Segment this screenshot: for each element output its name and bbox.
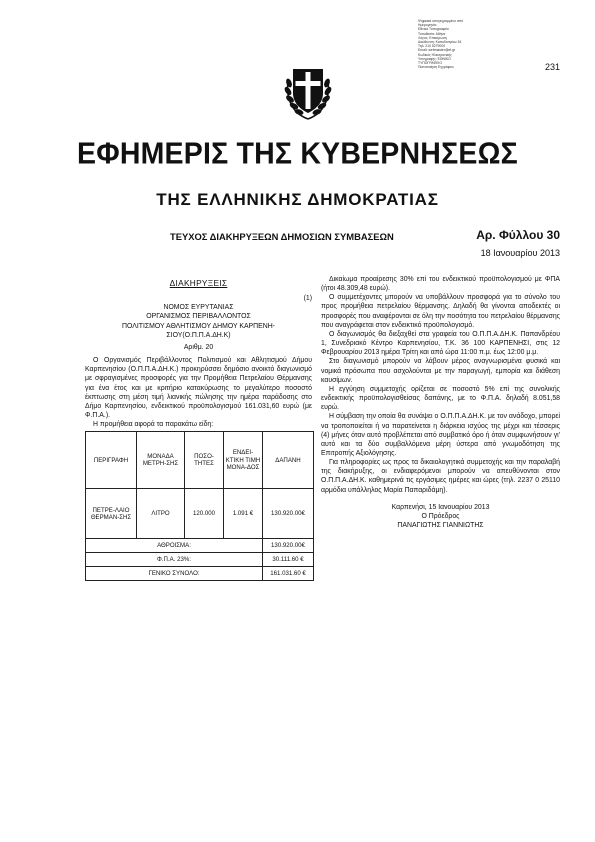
signature-place-date: Καρπενήσι, 15 Ιανουαρίου 2013 — [391, 503, 490, 511]
total-label: Φ.Π.Α. 23%: — [86, 553, 263, 567]
paragraph: Η προμήθεια αφορά τα παρακάτω είδη: — [93, 421, 214, 429]
stamp-line: Ψηφιακά υπογεγραμμένο από — [418, 19, 464, 23]
paragraph: Η εγγύηση συμμετοχής ορίζεται σε ποσοστό 5% επί της συνολικής ενδεικτικής προϋπολογισθείσας δαπάνης, με το Φ.Π.Α. δηλαδή 8.051,58 ευρώ. — [321, 385, 560, 412]
paragraph: Στο διαγωνισμό μπορούν να λάβουν μέρος αναγνωρισμένα φυσικά και νομικά πρόσωπα που ασχολούνται με την παραγωγή, εμπορία και διάθεση καυσίμων. — [321, 358, 560, 384]
stamp-line: Υπογραφής: ΕΘΝΙΚΟ — [418, 56, 451, 61]
gazette-title: ΕΦΗΜΕΡΙΣ ΤΗΣ ΚΥΒΕΡΝΗΣΕΩΣ — [77, 136, 518, 172]
item-number: (1) — [303, 295, 312, 303]
paragraph: Ο Οργανισμός Περιβάλλοντος Πολιτισμού και Αθλητισμού Δήμου Καρπενησίου (Ο.Π.Π.Α.ΔΗ.Κ.) προκηρύσσει δημόσιο ανοικτό διαγωνισμό με σφραγισμένες προσφορές για την Προμήθεια Πετρελαίου Θέρμανσης για ένα έτος και με κριτήριο κατακύρωσης το μεγαλύτερο ποσοστό έκπτωσης στη μέση τιμή λιανικής πώλησης την ημέρα παράδοσης στο Δήμο Καρπενησίου, ενδεικτικού προϋπολογισμού 161.031,60 ευρώ (με Φ.Π.Α.). — [85, 357, 312, 420]
total-row — [86, 553, 314, 567]
stamp-line: Διεύθυνση: Καποδιστρίου 34 — [418, 40, 462, 45]
page-number: 231 — [544, 62, 560, 72]
total-value: 130.920.00€ — [263, 539, 314, 553]
stamp-line: ΤΥΠΟΓΡΑΦΕΙΟ — [418, 61, 443, 66]
table-cell: 120.000 — [185, 489, 224, 539]
table-cell: 1.091 € — [224, 489, 263, 539]
total-label: ΑΘΡΟΙΣΜΑ: — [86, 539, 263, 553]
table-header-cell: ΠΟΣΟ-ΤΗΤΕΣ — [185, 432, 224, 489]
total-label: ΓΕΝΙΚΟ ΣΥΝΟΛΟ: — [86, 567, 263, 581]
org-line: ΠΟΛΙΤΙΣΜΟΥ ΑΘΛΗΤΙΣΜΟΥ ΔΗΜΟΥ ΚΑΡΠΕΝΗ- — [122, 322, 275, 330]
issue-date: 18 Ιανουαρίου 2013 — [480, 248, 560, 258]
hellenic-republic-emblem-icon — [282, 61, 334, 123]
total-row — [86, 567, 314, 581]
table-header-row — [86, 432, 314, 489]
price-table — [85, 431, 314, 581]
stamp-line: Λόγος: Επικύρωση — [418, 35, 447, 40]
decision-number: Αριθμ. 20 — [183, 343, 214, 351]
paragraph: Ο συμμετέχοντες μπορούν να υποβάλλουν προσφορά για το σύνολο του προς προμήθεια πετρελαίου θέρμανσης. Δηλαδή θα γίνονται αποδεκτές οι προσφορές που αναφέρονται σε όλη την ποσότητα του πετρελαίου θέρμανσης που αναγράφεται στον ενδεικτικό προϋπολογισμό. — [321, 294, 560, 329]
org-line: ΝΟΜΟΣ ΕΥΡΥΤΑΝΙΑΣ — [163, 304, 234, 312]
stamp-line: Τηλ: 210 5279000 — [418, 44, 446, 49]
paragraph: Η σύμβαση την οποία θα συνάψει ο Ο.Π.Π.Α.ΔΗ.Κ. με τον ανάδοχο, μπορεί να τροποποιείται ή να παρατείνεται η διάρκεια ισχύος της μέχρι και τέσσερις (4) μήνες όταν αυτό προβλέπεται από συμβατικό όρο ή όταν συμφωνήσουν γι' αυτό και τα δύο συμβαλλόμενα μέρη ύστερα από γνωμοδότηση της Επιτροπής Αξιολόγησης. — [321, 413, 560, 457]
gazette-subtitle: ΤΗΣ ΕΛΛΗΝΙΚΗΣ ΔΗΜΟΚΡΑΤΙΑΣ — [156, 190, 439, 209]
stamp-line: Ημερομηνία: — [418, 23, 437, 28]
table-row — [86, 489, 314, 539]
table-header-cell: ΠΕΡΙΓΡΑΦΗ — [86, 432, 137, 489]
left-column — [85, 275, 312, 581]
stamp-line: Email: webmaster@et.gr — [418, 48, 456, 53]
table-cell: ΠΕΤΡΕ-ΛΑΙΟ ΘΕΡΜΑΝ-ΣΗΣ — [86, 489, 137, 539]
issue-type: ΤΕΥΧΟΣ ΔΙΑΚΗΡΥΞΕΩΝ ΔΗΜΟΣΙΩΝ ΣΥΜΒΑΣΕΩΝ — [170, 231, 394, 242]
digital-signature-stamp — [418, 19, 480, 69]
signatory-role: Ο Πρόεδρος — [421, 512, 460, 520]
stamp-line: Πιστοποίηση Εγγράφου — [418, 65, 454, 70]
total-row — [86, 539, 314, 553]
total-value: 161.031.60 € — [263, 567, 314, 581]
right-column — [321, 275, 560, 530]
stamp-line: Εθνικό Τυπογραφείο — [418, 27, 449, 32]
table-cell: ΛΙΤΡΟ — [137, 489, 185, 539]
paragraph: Ο διαγωνισμός θα διεξαχθεί στα γραφεία του Ο.Π.Π.Α.ΔΗ.Κ. Παπανδρέου 1, Συνεδριακό Κέντρο Καρπενησίου, Τ.Κ. 36 100 ΚΑΡΠΕΝΗΣΙ, στις 12 Φεβρουαρίου 2013 ημέρα Τρίτη και από ώρα 11:00 π.μ. έως 12:00 μ.μ. — [321, 330, 560, 357]
table-header-cell: ΔΑΠΑΝΗ — [263, 432, 314, 489]
stamp-line: Τοποθεσία: Αθήνα — [418, 31, 446, 36]
org-line: ΟΡΓΑΝΙΣΜΟΣ ΠΕΡΙΒΑΛΛΟΝΤΟΣ — [146, 313, 251, 321]
table-header-cell: ΜΟΝΑΔΑ ΜΕΤΡΗ-ΣΗΣ — [137, 432, 185, 489]
paragraph: Για πληροφορίες ως προς τα δικαιολογητικά συμμετοχής και την παραλαβή της διακήρυξης, οι ενδιαφερόμενοι μπορούν να απευθύνονται στον Ο.Π.Π.Α.ΔΗ.Κ. καθημερινά τις εργάσιμες ημέρες και ώρες (τηλ. 2237 0 25110 αρμόδια υπάλληλος Μαρία Παπαριδάμη). — [321, 459, 560, 494]
table-header-cell: ΕΝΔΕΙ-ΚΤΙΚΗ ΤΙΜΗ ΜΟΝΑ-ΔΟΣ — [224, 432, 263, 489]
total-value: 30.111.60 € — [263, 553, 314, 567]
section-heading: ΔΙΑΚΗΡΥΞΕΙΣ — [169, 278, 228, 288]
org-line: ΣΙΟΥ(Ο.Π.Π.Α.ΔΗ.Κ) — [166, 331, 231, 339]
paragraph: Δικαίωμα προαίρεσης 30% επί του ενδεικτικού προϋπολογισμού με ΦΠΑ (ήτοι 48.309,48 ευρώ). — [321, 276, 560, 293]
signatory-name: ΠΑΝΑΓΙΩΤΗΣ ΓΙΑΝΝΙΩΤΗΣ — [397, 522, 484, 530]
sheet-number: Αρ. Φύλλου 30 — [476, 228, 560, 242]
table-cell: 130.920.00€ — [263, 489, 314, 539]
stamp-line: Κωδικός Ηλεκτρονικής — [418, 52, 452, 57]
